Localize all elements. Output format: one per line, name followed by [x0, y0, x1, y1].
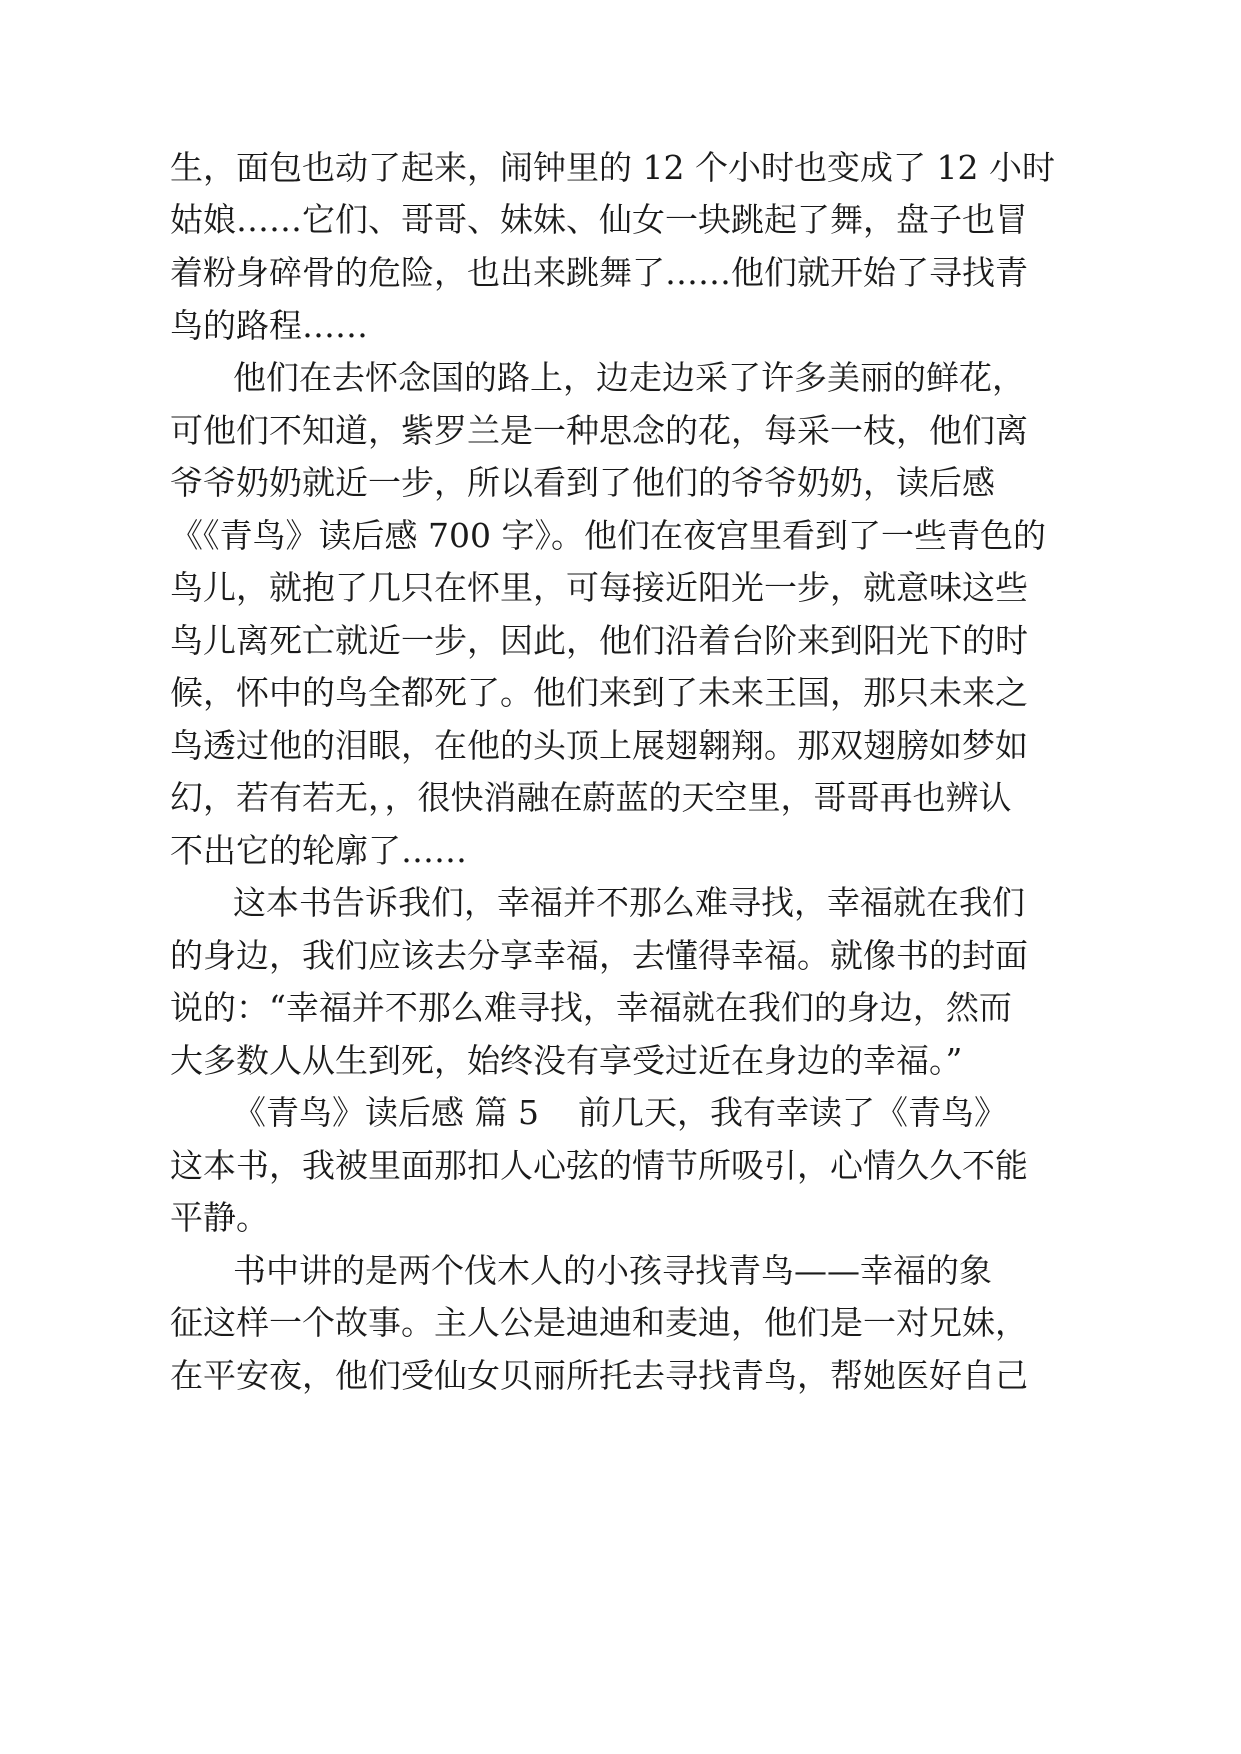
text-line [0, 717, 1241, 775]
text-span: 在平安夜，他们受仙女贝丽所托去寻找青鸟，帮她医好自己 [170, 1356, 1028, 1395]
text-span: 生，面包也动了起来，闹钟里的 12 个小时也变成了 12 小时 [170, 148, 1055, 187]
text-span: 姑娘……它们、哥哥、妹妹、仙女一块跳起了舞，盘子也冒 [170, 200, 1028, 239]
text-line [0, 139, 1241, 197]
text-line [0, 1032, 1241, 1090]
text-span: 说的：“幸福并不那么难寻找，幸福就在我们的身边，然而 [170, 988, 1012, 1027]
text-line [0, 612, 1241, 670]
text-line [0, 874, 1241, 932]
text-line [0, 822, 1241, 880]
text-span: 这本书，我被里面那扣人心弦的情节所吸引，心情久久不能 [170, 1146, 1028, 1185]
text-line [0, 927, 1241, 985]
text-line [0, 454, 1241, 512]
text-span: 他们在去怀念国的路上，边走边采了许多美丽的鲜花， [233, 358, 1025, 397]
text-span: 征这样一个故事。主人公是迪迪和麦迪，他们是一对兄妹， [170, 1303, 1028, 1342]
text-span: 鸟儿，就抱了几只在怀里，可每接近阳光一步，就意味这些 [170, 568, 1028, 607]
text-line [0, 402, 1241, 460]
text-span: 这本书告诉我们，幸福并不那么难寻找，幸福就在我们 [233, 883, 1025, 922]
text-line [0, 191, 1241, 249]
text-span: 《《青鸟》读后感 700 字》。他们在夜宫里看到了一些青色的 [170, 516, 1046, 555]
text-line [0, 244, 1241, 302]
text-span: 鸟透过他的泪眼，在他的头顶上展翅翱翔。那双翅膀如梦如 [170, 726, 1028, 765]
text-line [0, 1294, 1241, 1352]
text-line [0, 1189, 1241, 1247]
text-line [0, 1347, 1241, 1405]
text-span: 平静。 [170, 1198, 269, 1237]
text-line [0, 664, 1241, 722]
text-span: 大多数人从生到死，始终没有享受过近在身边的幸福。” [170, 1041, 963, 1080]
text-span: 爷爷奶奶就近一步，所以看到了他们的爷爷奶奶，读后感 [170, 463, 995, 502]
text-span: 着粉身碎骨的危险，也出来跳舞了……他们就开始了寻找青 [170, 253, 1028, 292]
text-span: 鸟的路程…… [170, 306, 368, 345]
text-line [0, 1137, 1241, 1195]
text-line [0, 1084, 1241, 1142]
text-span: 候，怀中的鸟全都死了。他们来到了未来王国，那只未来之 [170, 673, 1028, 712]
text-span: 的身边，我们应该去分享幸福，去懂得幸福。就像书的封面 [170, 936, 1028, 975]
text-span: 鸟儿离死亡就近一步，因此，他们沿着台阶来到阳光下的时 [170, 621, 1028, 660]
text-line [0, 559, 1241, 617]
text-line [0, 297, 1241, 355]
text-span: 可他们不知道，紫罗兰是一种思念的花，每采一枝，他们离 [170, 411, 1028, 450]
text-line [0, 507, 1241, 565]
text-line [0, 979, 1241, 1037]
text-line [0, 349, 1241, 407]
text-span: 不出它的轮廓了…… [170, 831, 467, 870]
text-span: 书中讲的是两个伐木人的小孩寻找青鸟——幸福的象 [233, 1251, 992, 1290]
text-line [0, 1242, 1241, 1300]
text-line [0, 769, 1241, 827]
section-heading: 《青鸟》读后感 篇 5 [233, 1093, 539, 1132]
text-span: 幻，若有若无，，很快消融在蔚蓝的天空里，哥哥再也辨认 [170, 778, 1012, 817]
text-span: 前几天，我有幸读了《青鸟》 [578, 1093, 1007, 1132]
